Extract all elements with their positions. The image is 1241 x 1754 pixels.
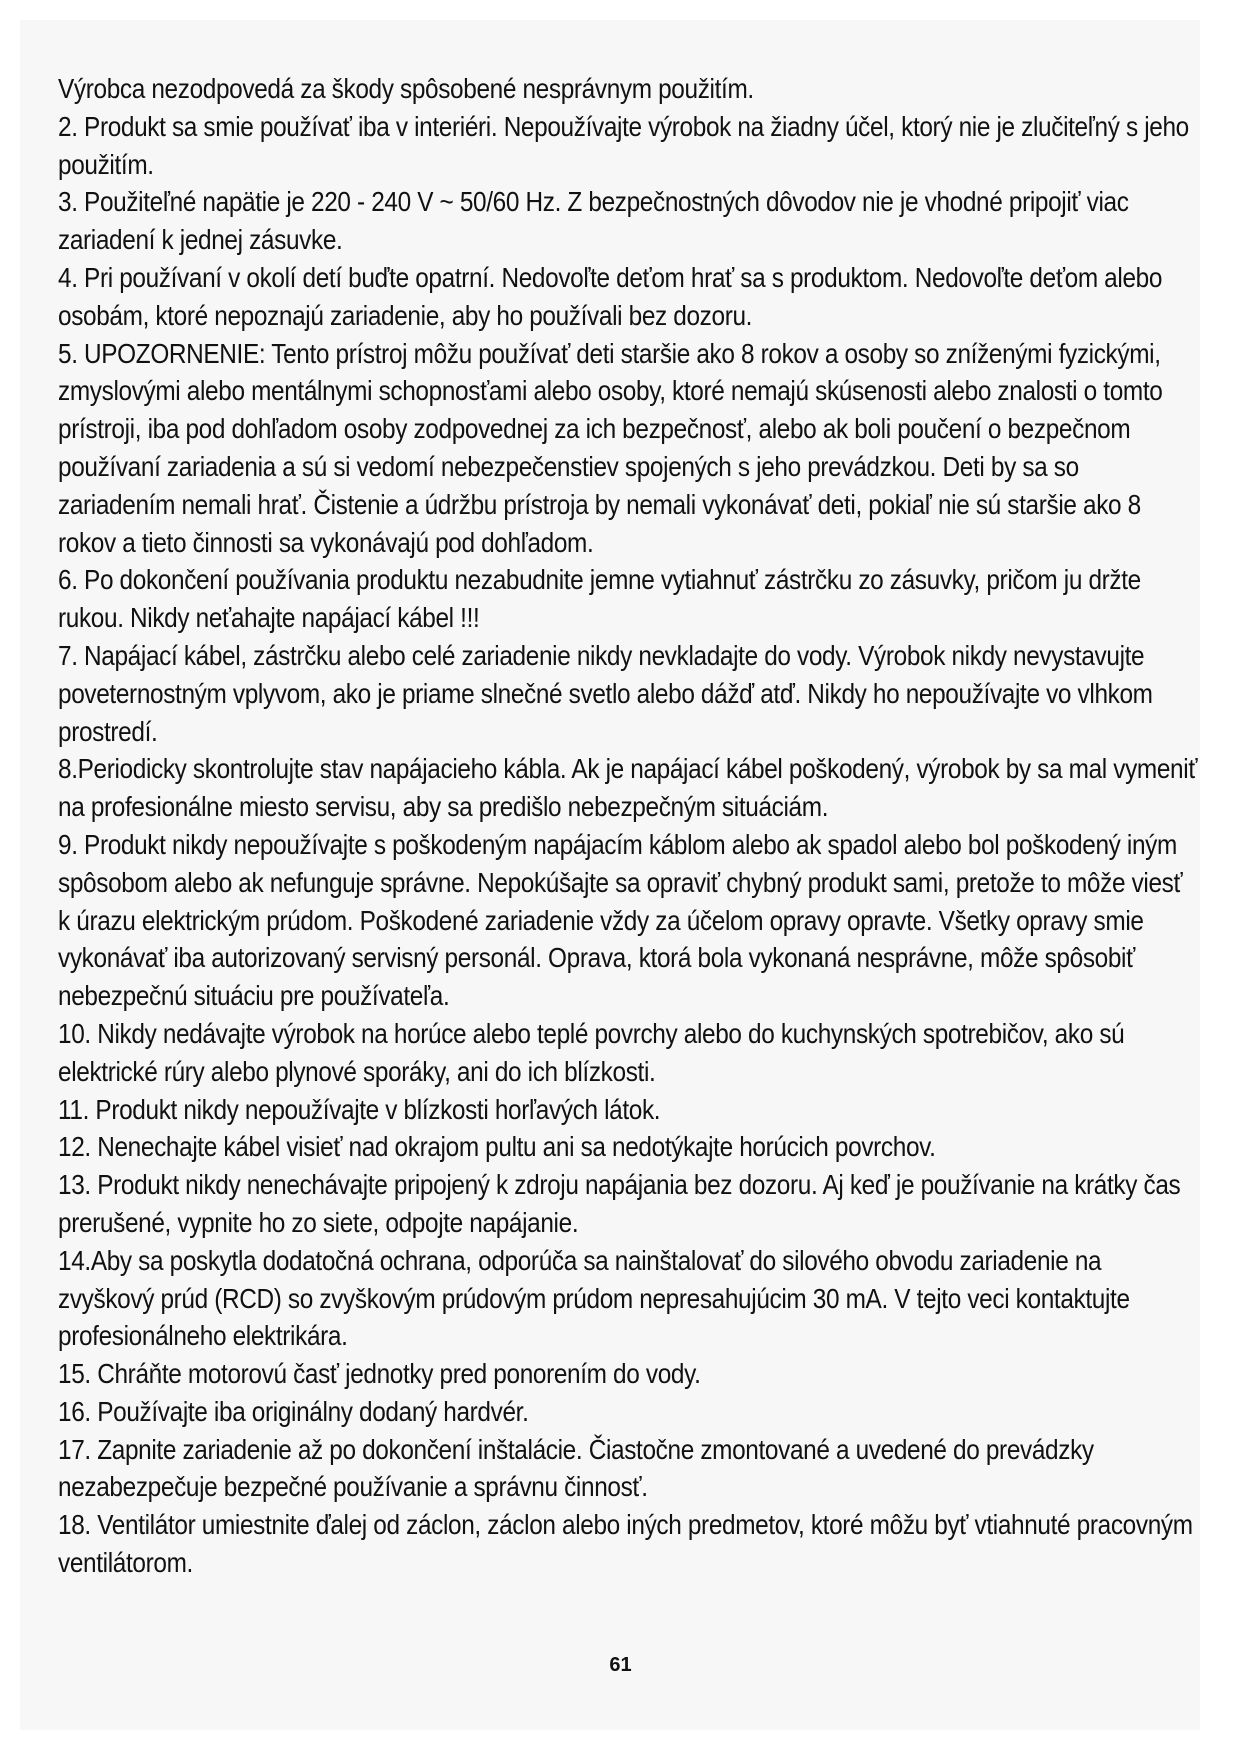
- paragraph-intro: Výrobca nezodpovedá za škody spôsobené nesprávnym použitím.: [58, 73, 754, 104]
- paragraph-14: 14.Aby sa poskytla dodatočná ochrana, odporúča sa nainštalovať do silového obvodu zariadenie na zvyškový prúd (RCD) so zvyškovým prúdovým prúdom nepresahujúcim 30 mA. V tejto veci kontaktujte profesionálneho elektrikára.: [58, 1244, 1130, 1352]
- paragraph-12: 12. Nenechajte kábel visieť nad okrajom pultu ani sa nedotýkajte horúcich povrchov.: [58, 1131, 936, 1163]
- paragraph-16: 16. Používajte iba originálny dodaný hardvér.: [58, 1395, 529, 1427]
- paragraph-9: 9. Produkt nikdy nepoužívajte s poškodeným napájacím káblom alebo ak spadol alebo bol poškodený iným spôsobom alebo ak nefunguje správne. Nepokúšajte sa opraviť chybný produkt sami, pretože to môže viesť k úrazu elektrickým prúdom. Poškodené zariadenie vždy za účelom opravy opravte. Všetky opravy smie vykonávať iba autorizovaný servisný personál. Oprava, ktorá bola vykonaná nesprávne, môže spôsobiť nebezpečnú situáciu pre používateľa.: [58, 828, 1183, 1012]
- paragraph-10: 10. Nikdy nedávajte výrobok na horúce alebo teplé povrchy alebo do kuchynských spotrebičov, ako sú elektrické rúry alebo plynové sporáky, ani do ich blízkosti.: [58, 1017, 1125, 1087]
- paragraph-3: 3. Použiteľné napätie je 220 - 240 V ~ 50/60 Hz. Z bezpečnostných dôvodov nie je vhodné pripojiť viac zariadení k jednej zásuvke.: [58, 186, 1129, 256]
- paragraph-5: 5. UPOZORNENIE: Tento prístroj môžu používať deti staršie ako 8 rokov a osoby so zníženými fyzickými, zmyslovými alebo mentálnymi schopnosťami alebo osoby, ktoré nemajú skúsenosti alebo znalosti o tomto prístroji, iba pod dohľadom osoby zodpovednej za ich bezpečnosť, alebo ak boli poučení o bezpečnom používaní zariadenia a sú si vedomí nebezpečenstiev spojených s jeho prevádzkou. Deti by sa so zariadením nemali hrať. Čistenie a údržbu prístroja by nemali vykonávať deti, pokiaľ nie sú staršie ako 8 rokov a tieto činnosti sa vykonávajú pod dohľadom.: [58, 337, 1163, 558]
- paragraph-13: 13. Produkt nikdy nenechávajte pripojený k zdroju napájania bez dozoru. Aj keď je používanie na krátky čas prerušené, vypnite ho zo siete, odpojte napájanie.: [58, 1169, 1181, 1238]
- paragraph-8: 8.Periodicky skontrolujte stav napájacieho kábla. Ak je napájací kábel poškodený, výrobok by sa mal vymeniť na profesionálne miesto servisu, aby sa predišlo nebezpečným situáciám.: [58, 753, 1198, 823]
- paragraph-2: 2. Produkt sa smie používať iba v interiéri. Nepoužívajte výrobok na žiadny účel, ktorý nie je zlučiteľný s jeho použitím.: [58, 110, 1189, 180]
- paragraph-15: 15. Chráňte motorovú časť jednotky pred ponorením do vody.: [58, 1358, 701, 1390]
- paragraph-6: 6. Po dokončení používania produktu nezabudnite jemne vytiahnuť zástrčku zo zásuvky, pričom ju držte rukou. Nikdy neťahajte napájací kábel !!!: [58, 564, 1141, 634]
- safety-instructions: [58, 70, 1198, 1582]
- paragraph-17: 17. Zapnite zariadenie až po dokončení inštalácie. Čiastočne zmontované a uvedené do prevádzky nezabezpečuje bezpečné používanie a správnu činnosť.: [58, 1433, 1094, 1503]
- page-number: 61: [609, 1654, 632, 1676]
- paragraph-11: 11. Produkt nikdy nepoužívajte v blízkosti horľavých látok.: [58, 1093, 661, 1125]
- paragraph-18: 18. Ventilátor umiestnite ďalej od záclon, záclon alebo iných predmetov, ktoré môžu byť vtiahnuté pracovným ventilátorom.: [58, 1509, 1193, 1579]
- paragraph-4: 4. Pri používaní v okolí detí buďte opatrní. Nedovoľte deťom hrať sa s produktom. Nedovoľte deťom alebo osobám, ktoré nepoznajú zariadenie, aby ho používali bez dozoru.: [58, 261, 1163, 331]
- paragraph-7: 7. Napájací kábel, zástrčku alebo celé zariadenie nikdy nevkladajte do vody. Výrobok nikdy nevystavujte poveternostným vplyvom, ako je priame slnečné svetlo alebo dážď atď. Nikdy ho nepoužívajte vo vlhkom prostredí.: [58, 639, 1153, 747]
